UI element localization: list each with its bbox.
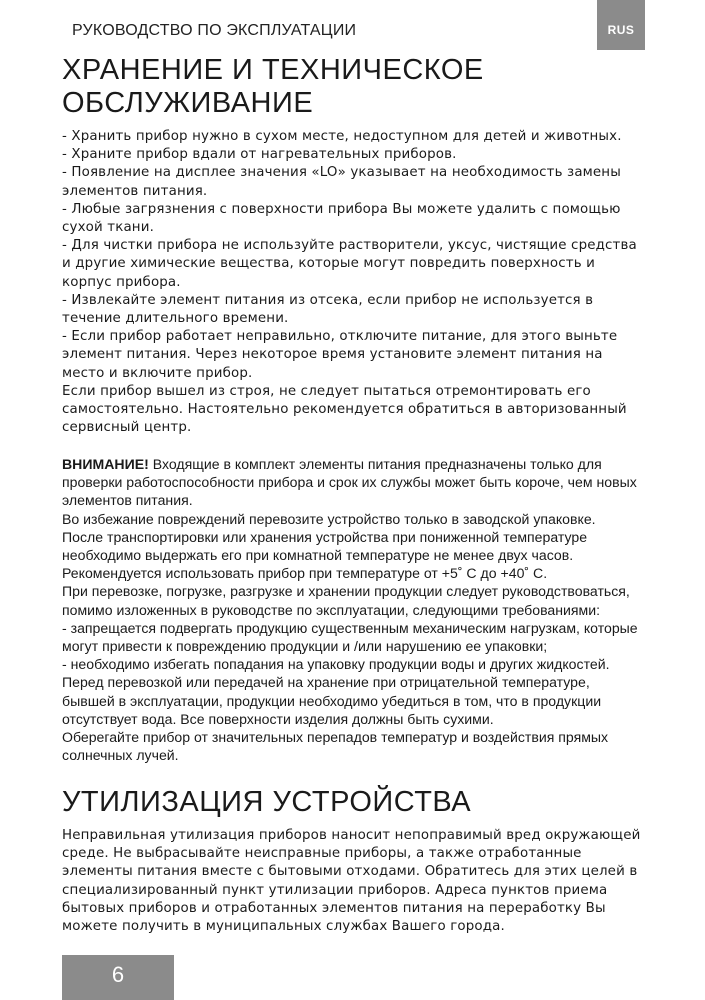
warning-paragraph: Во избежание повреждений перевозите устройство только в заводской упаковке. [62, 510, 596, 527]
language-tab: RUS [597, 0, 645, 50]
storage-item: - Извлекайте элемент питания из отсека, если прибор не используется в течение длительного времени. [62, 292, 594, 327]
warning-paragraph: - необходимо избегать попадания на упаковку продукции воды и других жидкостей. [62, 656, 610, 673]
warning-lead-paragraph [62, 455, 644, 510]
warning-paragraph: После транспортировки или хранения устройства при пониженной температуре необходимо выдержать его при комнатной температуре не менее двух часов. [62, 528, 588, 564]
storage-title-line1: ХРАНЕНИЕ И ТЕХНИЧЕСКОЕ [62, 54, 484, 86]
storage-item: - Если прибор работает неправильно, отключите питание, для этого выньте элемент питания. Через некоторое время установите элемент питания на место и включите прибор. [62, 329, 618, 381]
disposal-text: Неправильная утилизация приборов наносит непоправимый вред окружающей среде. Не выбрасывайте неисправные приборы, а также отработанные элементы питания вместе с бытовыми отходами. Обратитесь для этих целей в специализированный пункт утилизации приборов. Адреса пунктов приема бытовых приборов и отработанных элементов питания на переработку Вы можете получить в муниципальных службах Вашего города. [62, 828, 641, 935]
warning-section [62, 455, 644, 764]
storage-item: - Любые загрязнения с поверхности прибора Вы можете удалить с помощью сухой ткани. [62, 201, 621, 236]
storage-item: Если прибор вышел из строя, не следует пытаться отремонтировать его самостоятельно. Настоятельно рекомендуется обратиться в авторизованный сервисный центр. [62, 383, 627, 436]
warning-paragraph: - запрещается подвергать продукцию существенным механическим нагрузкам, которые могут привести к повреждению продукции и /или нарушению ее упаковки; [62, 619, 638, 655]
storage-section-title [62, 54, 484, 120]
storage-item: - Храните прибор вдали от нагревательных приборов. [62, 147, 457, 163]
warning-paragraph: Перед перевозкой или передачей на хранение при отрицательной температуре, бывшей в эксплуатации, продукции необходимо убедиться в том, что в продукции отсутствует вода. Все поверхности изделия должны быть сухими. [62, 674, 602, 727]
manual-header-title: РУКОВОДСТВО ПО ЭКСПЛУАТАЦИИ [72, 22, 357, 39]
disposal-section-title: УТИЛИЗАЦИЯ УСТРОЙСТВА [62, 786, 472, 818]
warning-label: ВНИМАНИЕ! [62, 456, 149, 472]
warning-paragraph: Оберегайте прибор от значительных перепадов температур и воздействия прямых солнечных лучей. [62, 729, 609, 764]
storage-title-line2: ОБСЛУЖИВАНИЕ [62, 87, 314, 119]
warning-lead-text: Входящие в комплект элементы питания предназначены только для проверки работоспособности прибора и срок их службы может быть короче, чем новых элементов питания. [62, 456, 637, 509]
storage-item: - Для чистки прибора не используйте растворители, уксус, чистящие средства и другие химические вещества, которые могут повредить поверхность и корпус прибора. [62, 238, 637, 290]
storage-item: - Хранить прибор нужно в сухом месте, недоступном для детей и животных. [62, 129, 622, 144]
warning-paragraph: Рекомендуется использовать прибор при температуре от +5˚ С до +40˚ С. [62, 565, 548, 582]
warning-paragraph: При перевозке, погрузке, разгрузке и хранении продукции следует руководствоваться, помимо изложенных в руководстве по эксплуатации, следующими требованиями: [62, 583, 630, 618]
storage-item: - Появление на дисплее значения «LO» указывает на необходимость замены элементов питания. [62, 165, 621, 199]
storage-instructions [62, 128, 644, 437]
page-number: 6 [62, 955, 174, 1000]
